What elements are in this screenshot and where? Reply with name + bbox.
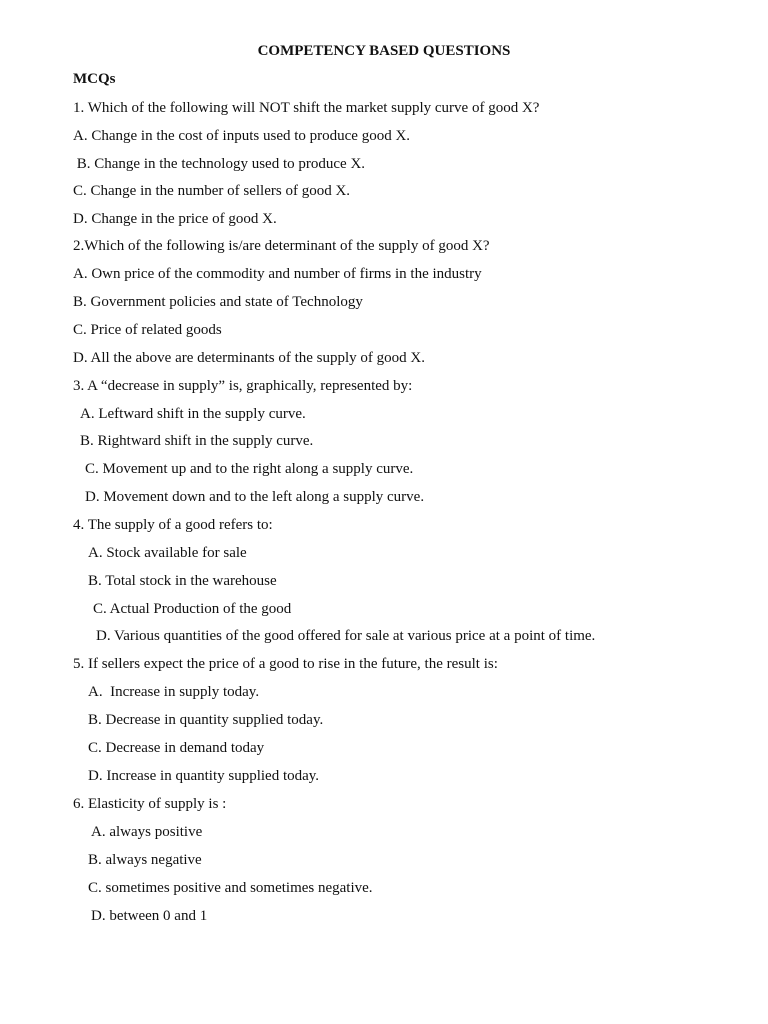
question-3-option-d: D. Movement down and to the left along a supply curve. <box>85 489 425 505</box>
question-6-option-c: C. sometimes positive and sometimes negative. <box>88 880 373 896</box>
question-5-text: 5. If sellers expect the price of a good to rise in the future, the result is: <box>73 656 498 672</box>
question-4-option-d: D. Various quantities of the good offered for sale at various price at a point of time. <box>96 628 596 644</box>
question-2-option-c: C. Price of related goods <box>73 322 222 338</box>
question-4-option-c: C. Actual Production of the good <box>93 601 292 617</box>
question-1-option-b: B. Change in the technology used to produce X. <box>73 156 366 172</box>
question-1-text: 1. Which of the following will NOT shift the market supply curve of good X? <box>73 100 540 116</box>
question-2-option-b: B. Government policies and state of Technology <box>73 294 363 310</box>
question-3-option-a: A. Leftward shift in the supply curve. <box>80 406 306 422</box>
question-6-option-a: A. always positive <box>91 824 203 840</box>
question-2-option-d: D. All the above are determinants of the supply of good X. <box>73 350 426 366</box>
question-5-option-b: B. Decrease in quantity supplied today. <box>88 712 324 728</box>
question-1-option-d: D. Change in the price of good X. <box>73 211 277 227</box>
section-heading-mcqs: MCQs <box>73 71 116 87</box>
question-1-option-c: C. Change in the number of sellers of good X. <box>73 183 351 199</box>
question-5-option-a: A. Increase in supply today. <box>88 684 260 700</box>
question-3-option-b: B. Rightward shift in the supply curve. <box>80 433 314 449</box>
question-4-option-a: A. Stock available for sale <box>88 545 247 561</box>
question-5-option-c: C. Decrease in demand today <box>88 740 265 756</box>
question-3-option-c: C. Movement up and to the right along a supply curve. <box>85 461 414 477</box>
question-4-option-b: B. Total stock in the warehouse <box>88 573 277 589</box>
page-title: COMPETENCY BASED QUESTIONS <box>257 43 511 59</box>
question-3-text: 3. A “decrease in supply” is, graphically, represented by: <box>73 378 413 394</box>
question-1-option-a: A. Change in the cost of inputs used to produce good X. <box>73 128 411 144</box>
question-4-text: 4. The supply of a good refers to: <box>73 517 273 533</box>
question-2-text: 2.Which of the following is/are determinant of the supply of good X? <box>73 238 490 254</box>
question-6-option-d: D. between 0 and 1 <box>91 908 208 924</box>
question-5-option-d: D. Increase in quantity supplied today. <box>88 768 320 784</box>
question-6-text: 6. Elasticity of supply is : <box>73 796 227 812</box>
question-2-option-a: A. Own price of the commodity and number of firms in the industry <box>73 266 482 282</box>
question-6-option-b: B. always negative <box>88 852 202 868</box>
